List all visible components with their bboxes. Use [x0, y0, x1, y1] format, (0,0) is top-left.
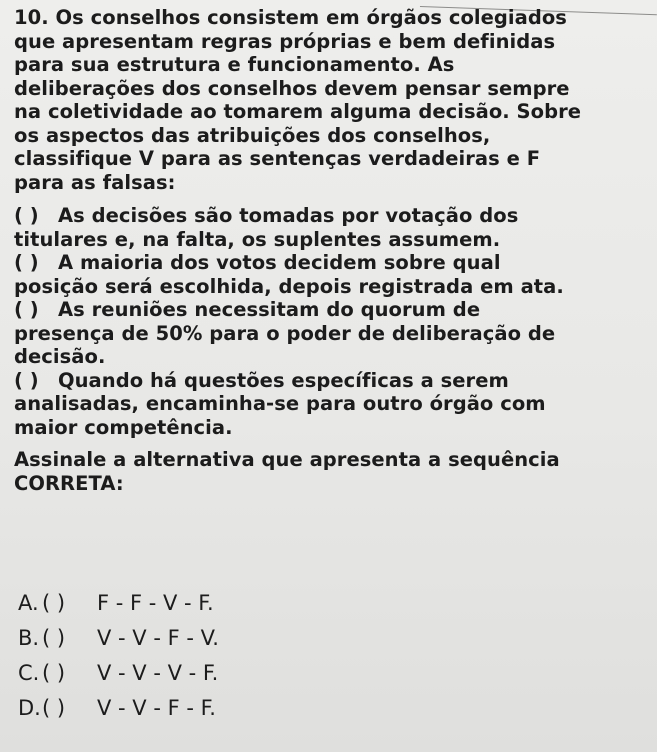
question-line: que apresentam regras próprias e bem definidas — [14, 29, 556, 53]
question-block — [14, 6, 654, 495]
statement-text: decisão. — [14, 345, 106, 368]
statement-3 — [14, 298, 654, 369]
option-d[interactable] — [18, 691, 219, 726]
statement-answer-blank[interactable]: ( ) — [14, 298, 39, 321]
option-letter: A. — [18, 591, 39, 615]
question-line: para as falsas: — [14, 170, 176, 194]
statement-answer-blank[interactable]: ( ) — [14, 368, 39, 392]
option-sequence: V - V - F - V. — [97, 626, 219, 650]
option-c[interactable] — [18, 656, 219, 691]
statement-text: posição será escolhida, depois registrada em ata. — [14, 274, 564, 298]
option-letter: B. — [18, 626, 40, 650]
statement-4 — [14, 369, 654, 440]
statement-text: A maioria dos votos decidem sobre qual — [58, 251, 501, 274]
instruction-line: CORRETA: — [14, 471, 124, 495]
option-letter: D. — [18, 696, 41, 720]
option-checkbox[interactable]: ( ) — [42, 626, 66, 650]
statement-text: titulares e, na falta, os suplentes assumem. — [14, 227, 501, 251]
option-checkbox[interactable]: ( ) — [42, 696, 66, 720]
question-stem — [14, 6, 654, 194]
option-checkbox[interactable]: ( ) — [42, 661, 66, 685]
statement-text: As reuniões necessitam do quorum de — [58, 298, 481, 321]
question-line: os aspectos das atribuições dos conselhos, — [14, 123, 491, 147]
statement-text: analisadas, encaminha-se para outro órgão com — [14, 392, 546, 415]
answer-options — [18, 586, 219, 726]
option-b[interactable] — [18, 621, 219, 656]
statement-answer-blank[interactable]: ( ) — [14, 251, 39, 274]
instruction — [14, 448, 654, 495]
statement-text: As decisões são tomadas por votação dos — [58, 204, 519, 227]
option-checkbox[interactable]: ( ) — [42, 591, 66, 615]
statement-1 — [14, 204, 654, 251]
statement-answer-blank[interactable]: ( ) — [14, 204, 39, 227]
statement-text: Quando há questões específicas a serem — [58, 368, 509, 392]
question-line: classifique V para as sentenças verdadeiras e F — [14, 147, 541, 170]
instruction-line: Assinale a alternativa que apresenta a sequência — [14, 448, 560, 471]
option-sequence: V - V - V - F. — [97, 661, 219, 685]
question-line: deliberações dos conselhos devem pensar sempre — [14, 76, 570, 100]
statement-text: maior competência. — [14, 415, 233, 439]
option-letter: C. — [18, 661, 40, 685]
option-a[interactable] — [18, 586, 219, 621]
statement-text: presença de 50% para o poder de deliberação de — [14, 321, 556, 345]
option-sequence: V - V - F - F. — [97, 696, 216, 720]
option-sequence: F - F - V - F. — [97, 591, 214, 615]
question-line: para sua estrutura e funcionamento. As — [14, 53, 455, 76]
question-line: na coletividade ao tomarem alguma decisão. Sobre — [14, 100, 582, 123]
statement-2 — [14, 251, 654, 298]
question-line: 10. Os conselhos consistem em órgãos colegiados — [14, 6, 567, 29]
